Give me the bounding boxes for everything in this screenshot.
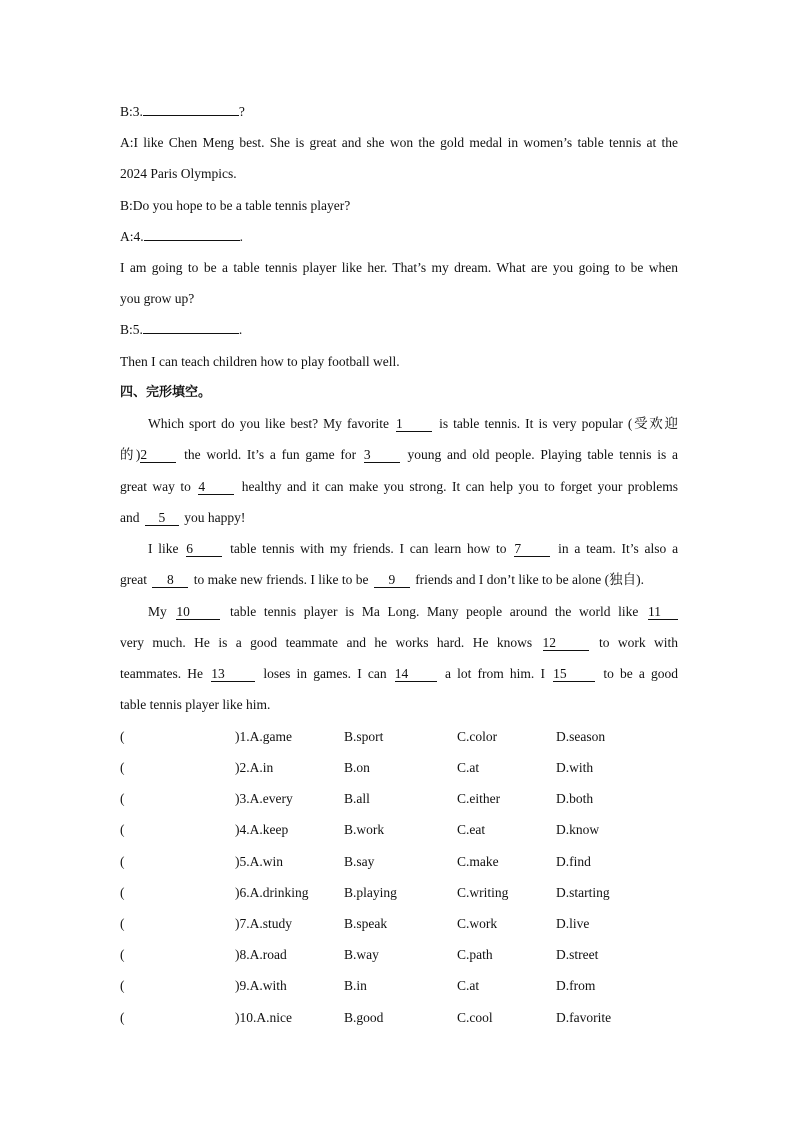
cloze-blank[interactable]: 7 <box>514 542 550 557</box>
passage-text: young and old people. Playing table tennis is a <box>407 447 678 462</box>
answer-paren[interactable]: ( <box>120 916 125 931</box>
answer-paren[interactable]: ( <box>120 760 125 775</box>
option-c[interactable]: C.at <box>457 978 480 993</box>
cloze-blank[interactable]: 14 <box>395 667 437 682</box>
passage-text: table tennis player like him. <box>120 697 271 712</box>
answer-paren[interactable]: ( <box>120 791 125 806</box>
option-b[interactable]: B.way <box>344 947 379 962</box>
option-a[interactable]: )1.A.game <box>235 729 292 744</box>
option-c[interactable]: C.at <box>457 760 480 775</box>
passage-text: you happy! <box>184 510 246 525</box>
passage-text: loses in games. I can <box>263 666 387 681</box>
dialogue-line <box>120 354 678 370</box>
passage-line <box>120 479 678 495</box>
option-b[interactable]: B.good <box>344 1010 384 1025</box>
passage-text: to be a good <box>603 666 679 681</box>
option-b[interactable]: B.work <box>344 822 385 837</box>
question-row <box>120 791 680 807</box>
passage-text: great way to <box>120 479 191 494</box>
option-d[interactable]: D.from <box>556 978 596 993</box>
option-d[interactable]: D.live <box>556 916 590 931</box>
dialogue-line <box>120 260 678 276</box>
option-b[interactable]: B.on <box>344 760 370 775</box>
passage-text: in a team. It’s also a <box>558 541 679 556</box>
option-c[interactable]: C.work <box>457 916 498 931</box>
question-row <box>120 916 680 932</box>
option-a[interactable]: )10.A.nice <box>235 1010 292 1025</box>
option-b[interactable]: B.speak <box>344 916 388 931</box>
question-row <box>120 1010 680 1026</box>
passage-text: and <box>120 510 140 525</box>
option-b[interactable]: B.all <box>344 791 370 806</box>
answer-blank[interactable] <box>144 240 240 241</box>
answer-paren[interactable]: ( <box>120 822 125 837</box>
option-a[interactable]: )9.A.with <box>235 978 287 993</box>
answer-paren[interactable]: ( <box>120 978 125 993</box>
passage-text: to make new friends. I like to be <box>193 572 369 587</box>
option-d[interactable]: D.starting <box>556 885 610 900</box>
option-d[interactable]: D.find <box>556 854 591 869</box>
dialogue-line <box>120 198 678 214</box>
dialogue-line-a4 <box>120 229 678 245</box>
option-b[interactable]: B.playing <box>344 885 397 900</box>
dialogue-text: A:I like Chen Meng best. She is great and she won the gold medal in women’s table tennis at the <box>120 135 678 150</box>
passage-text: I like <box>148 541 179 556</box>
dialogue-text: B:5. <box>120 322 143 337</box>
answer-paren[interactable]: ( <box>120 729 125 744</box>
answer-blank[interactable] <box>143 115 239 116</box>
passage-text: great <box>120 572 147 587</box>
passage-line <box>120 572 678 588</box>
cloze-blank[interactable]: 3 <box>364 448 400 463</box>
dialogue-line-b3 <box>120 104 678 120</box>
passage-text: the world. It’s a fun game for <box>184 447 357 462</box>
dialogue-text: ? <box>238 104 245 119</box>
dialogue-line <box>120 166 678 182</box>
option-a[interactable]: )2.A.in <box>235 760 274 775</box>
passage-line <box>120 447 678 463</box>
question-row <box>120 947 680 963</box>
dialogue-text: Then I can teach children how to play football well. <box>120 354 400 369</box>
passage-line <box>148 604 678 620</box>
passage-text: healthy and it can make you strong. It can help you to forget your problems <box>241 479 678 494</box>
passage-line <box>120 635 678 651</box>
answer-blank[interactable] <box>143 333 239 334</box>
option-b[interactable]: B.in <box>344 978 367 993</box>
dialogue-line <box>120 291 678 307</box>
dialogue-line-b5 <box>120 322 678 338</box>
passage-line <box>120 697 678 713</box>
option-d[interactable]: D.favorite <box>556 1010 612 1025</box>
option-a[interactable]: )3.A.every <box>235 791 293 806</box>
cloze-blank[interactable]: 2 <box>140 448 176 463</box>
cloze-blank[interactable]: 12 <box>543 636 589 651</box>
option-c[interactable]: C.writing <box>457 885 509 900</box>
cloze-blank[interactable]: 10 <box>176 605 220 620</box>
option-c[interactable]: C.either <box>457 791 501 806</box>
question-row <box>120 729 680 745</box>
passage-text: 的) <box>120 447 141 462</box>
question-row <box>120 885 680 901</box>
option-a[interactable]: )5.A.win <box>235 854 283 869</box>
cloze-blank[interactable]: 1 <box>396 417 432 432</box>
passage-text: very much. He is a good teammate and he works hard. He knows <box>120 635 533 650</box>
cloze-blank[interactable]: 13 <box>211 667 255 682</box>
passage-line <box>148 416 678 432</box>
cloze-blank[interactable]: 5 <box>145 511 179 526</box>
passage-text: to work with <box>598 635 679 650</box>
option-d[interactable]: D.know <box>556 822 600 837</box>
passage-line <box>148 541 678 557</box>
answer-paren[interactable]: ( <box>120 947 125 962</box>
dialogue-text: . <box>239 229 243 244</box>
option-c[interactable]: C.make <box>457 854 499 869</box>
option-a[interactable]: )7.A.study <box>235 916 292 931</box>
passage-text: My <box>148 604 167 619</box>
cloze-blank[interactable]: 4 <box>198 480 234 495</box>
option-d[interactable]: D.street <box>556 947 599 962</box>
cloze-blank[interactable]: 11 <box>648 605 678 620</box>
option-c[interactable]: C.cool <box>457 1010 493 1025</box>
dialogue-text: 2024 Paris Olympics. <box>120 166 237 181</box>
passage-text: teammates. He <box>120 666 204 681</box>
option-d[interactable]: D.both <box>556 791 594 806</box>
dialogue-line <box>120 135 678 151</box>
option-b[interactable]: B.sport <box>344 729 384 744</box>
section-title: 四、完形填空。 <box>120 385 212 400</box>
question-row <box>120 978 680 994</box>
passage-line <box>120 666 678 682</box>
option-c[interactable]: C.color <box>457 729 498 744</box>
dialogue-text: B:3. <box>120 104 143 119</box>
dialogue-text: . <box>238 322 243 337</box>
question-row <box>120 854 680 870</box>
option-c[interactable]: C.path <box>457 947 493 962</box>
answer-paren[interactable]: ( <box>120 1010 125 1025</box>
option-b[interactable]: B.say <box>344 854 375 869</box>
passage-line <box>120 510 678 526</box>
option-d[interactable]: D.with <box>556 760 594 775</box>
passage-text: table tennis player is Ma Long. Many people around the world like <box>230 604 639 619</box>
answer-paren[interactable]: ( <box>120 854 125 869</box>
option-c[interactable]: C.eat <box>457 822 486 837</box>
option-a[interactable]: )6.A.drinking <box>235 885 309 900</box>
passage-text: a lot from him. I <box>444 666 545 681</box>
cloze-blank[interactable]: 9 <box>374 573 410 588</box>
answer-paren[interactable]: ( <box>120 885 125 900</box>
option-d[interactable]: D.season <box>556 729 606 744</box>
cloze-blank[interactable]: 15 <box>553 667 595 682</box>
passage-text: Which sport do you like best? My favorite <box>148 416 389 431</box>
question-row <box>120 760 680 776</box>
dialogue-text: I am going to be a table tennis player like her. That’s my dream. What are you going to be when <box>120 260 678 275</box>
question-row <box>120 822 680 838</box>
cloze-blank[interactable]: 6 <box>186 542 222 557</box>
passage-text: friends and I don’t like to be alone (独自). <box>415 572 645 587</box>
passage-text: is table tennis. It is very popular (受欢迎 <box>439 416 679 431</box>
passage-text: table tennis with my friends. I can learn how to <box>230 541 507 556</box>
dialogue-text: B:Do you hope to be a table tennis player? <box>120 198 351 213</box>
option-a[interactable]: )4.A.keep <box>235 822 289 837</box>
dialogue-text: you grow up? <box>120 291 195 306</box>
cloze-blank[interactable]: 8 <box>152 573 188 588</box>
option-a[interactable]: )8.A.road <box>235 947 287 962</box>
dialogue-text: A:4. <box>120 229 144 244</box>
